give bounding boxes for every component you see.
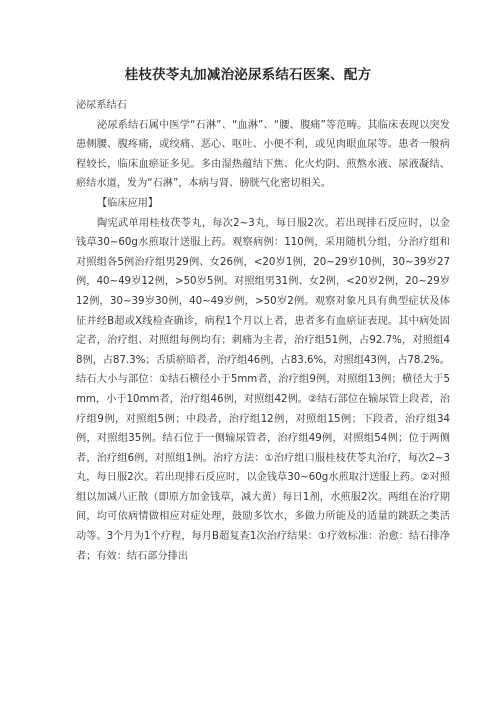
case-paragraph: 陶宪武单用桂枝茯苓丸，每次2~3丸，每日服2次。若出现排石反应时，以金钱草30~60g水煎取汁送服上药。观察病例：110例，采用随机分组，分治疗组和对照组各5例治疗组男29例、女26例，<20岁1例，20~29岁10例，30~39岁27例，40~49岁12例，>50岁5例。对照组男31例、女2例，<20岁2例，20~29岁12例，30~39岁30例，40~49岁例，>50岁2例。观察对象凡具有典型症状及体征并经B超或X线检查确诊，病程1个月以上者，患者多有血瘀证表现。其中病处固定者，治疗组、对照组每例均有；刺痛为主者，治疗组51例，占92.7%，对照组48例，占87.3%；舌质瘀暗者，治疗组46例，占83.6%，对照组43例，占78.2%。结石大小与部位：①结石横径小于5mm者，治疗组9例，对照组13例；横径大于5mm，小于10mm者，治疗组46例，对照组42例。②结石部位在输尿管上段者，治疗组9例，对照组5例；中段者，治疗组12例，对照组15例；下段者，治疗组34例，对照组35例。结石位于一侧输尿管者，治疗组49例，对照组54例；位于两侧者，治疗组6例，对照组1例。治疗方法：①治疗组口服桂枝茯苓丸治疗，每次2~3丸，每日服2次。若出现排石反应时，以金钱草30~60g水煎取汁送服上药。②对照组以加减八正散（即原方加金钱草，减大黄）每日1剂，水煎服2次。两组在治疗期间，均可依病情做相应对症处理，鼓励多饮水，多做力所能及的适量的跳跃之类活动等。3个月为1个疗程，每月B超复查1次治疗结果：①疗效标准：治愈：结石排净者；有效：结石部分排出 <box>76 217 450 562</box>
clinical-application-heading: 【临床应用】 <box>97 197 159 209</box>
document-title: 桂枝茯苓丸加减治泌尿系结石医案、配方 <box>124 67 372 83</box>
intro-paragraph: 泌尿系结石属中医学“石淋”、“血淋”、“腰、腹痛”等范畴。其临床表现以突发患侧腰、腹疼痛，或绞痛、恶心、呕吐、小便不利，或见肉眼血尿等。患者一般病程较长，临床血瘀证多见。多由湿热蕴结下焦、化火灼阴、煎熬水液、尿液凝结、瘀结水道，发为“石淋”，本病与肾、膀胱气化密切相关。 <box>76 119 450 190</box>
section-heading: 泌尿系结石 <box>76 100 127 111</box>
document-body <box>76 96 450 566</box>
